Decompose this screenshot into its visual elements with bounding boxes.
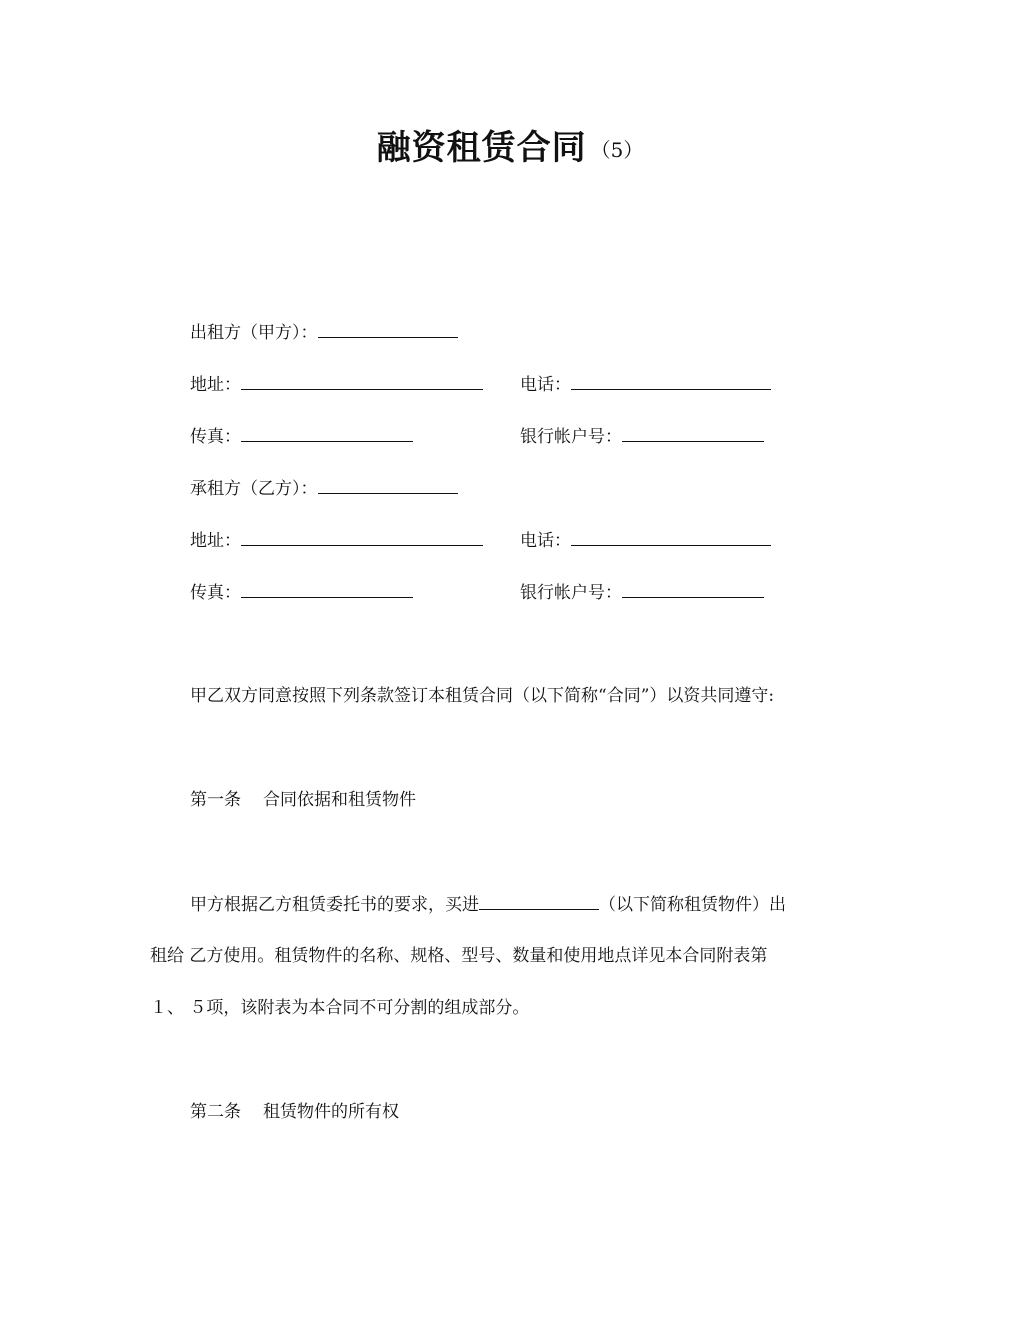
lessee-phone-blank[interactable] — [571, 528, 771, 546]
title-main: 融资租赁合同 — [376, 128, 587, 168]
lessor-bank-label: 银行帐户号： — [520, 427, 622, 447]
article-2-heading — [190, 1100, 399, 1124]
lessor-label: 出租方（甲方）： — [190, 323, 318, 343]
lessee-fax-line — [190, 580, 413, 605]
lessee-fax-blank[interactable] — [241, 580, 413, 598]
lessee-bank-label: 银行帐户号： — [520, 583, 622, 603]
lessee-address-line — [190, 528, 483, 553]
article-2-number: 第二条 — [190, 1102, 241, 1122]
lessor-name-blank[interactable] — [318, 320, 458, 338]
lessee-phone-label: 电话： — [520, 531, 571, 551]
lessee-name-blank[interactable] — [318, 476, 458, 494]
article-1-heading — [190, 788, 416, 812]
lessee-fax-label: 传真： — [190, 583, 241, 603]
intro-paragraph: 甲乙双方同意按照下列条款签订本租赁合同（以下简称“合同”）以资共同遵守: — [190, 686, 775, 706]
article-1-text-a: 甲方根据乙方租赁委托书的要求，买进 — [190, 895, 479, 915]
lessee-bank-line — [520, 580, 764, 605]
article-1-text-b: （以下简称租赁物件）出 — [599, 895, 786, 915]
lessee-bank-blank[interactable] — [622, 580, 764, 598]
lessor-phone-label: 电话： — [520, 375, 571, 395]
lessor-name-line — [190, 320, 458, 345]
lessee-name-line — [190, 476, 458, 501]
lessee-address-blank[interactable] — [241, 528, 483, 546]
lessor-bank-line — [520, 424, 764, 449]
lessor-fax-label: 传真： — [190, 427, 241, 447]
lessor-phone-line — [520, 372, 771, 397]
lessor-phone-blank[interactable] — [571, 372, 771, 390]
article-1-para-line-2: 租给 乙方使用。租赁物件的名称、规格、型号、数量和使用地点详见本合同附表第 — [150, 946, 768, 966]
lessor-address-line — [190, 372, 483, 397]
lessor-fax-blank[interactable] — [241, 424, 413, 442]
article-2-title: 租赁物件的所有权 — [263, 1102, 399, 1122]
article-1-para-line-3: １、 ５项，该附表为本合同不可分割的组成部分。 — [150, 998, 530, 1018]
lessee-phone-line — [520, 528, 771, 553]
title-suffix: （5） — [590, 138, 644, 162]
leased-item-blank[interactable] — [479, 892, 599, 910]
lessee-address-label: 地址： — [190, 531, 241, 551]
lessor-bank-blank[interactable] — [622, 424, 764, 442]
article-1-para-line-1 — [190, 892, 786, 917]
document-title — [0, 120, 1020, 169]
lessor-address-blank[interactable] — [241, 372, 483, 390]
lessee-label: 承租方（乙方）： — [190, 479, 318, 499]
lessor-address-label: 地址： — [190, 375, 241, 395]
article-1-title: 合同依据和租赁物件 — [263, 790, 416, 810]
article-1-number: 第一条 — [190, 790, 241, 810]
lessor-fax-line — [190, 424, 413, 449]
